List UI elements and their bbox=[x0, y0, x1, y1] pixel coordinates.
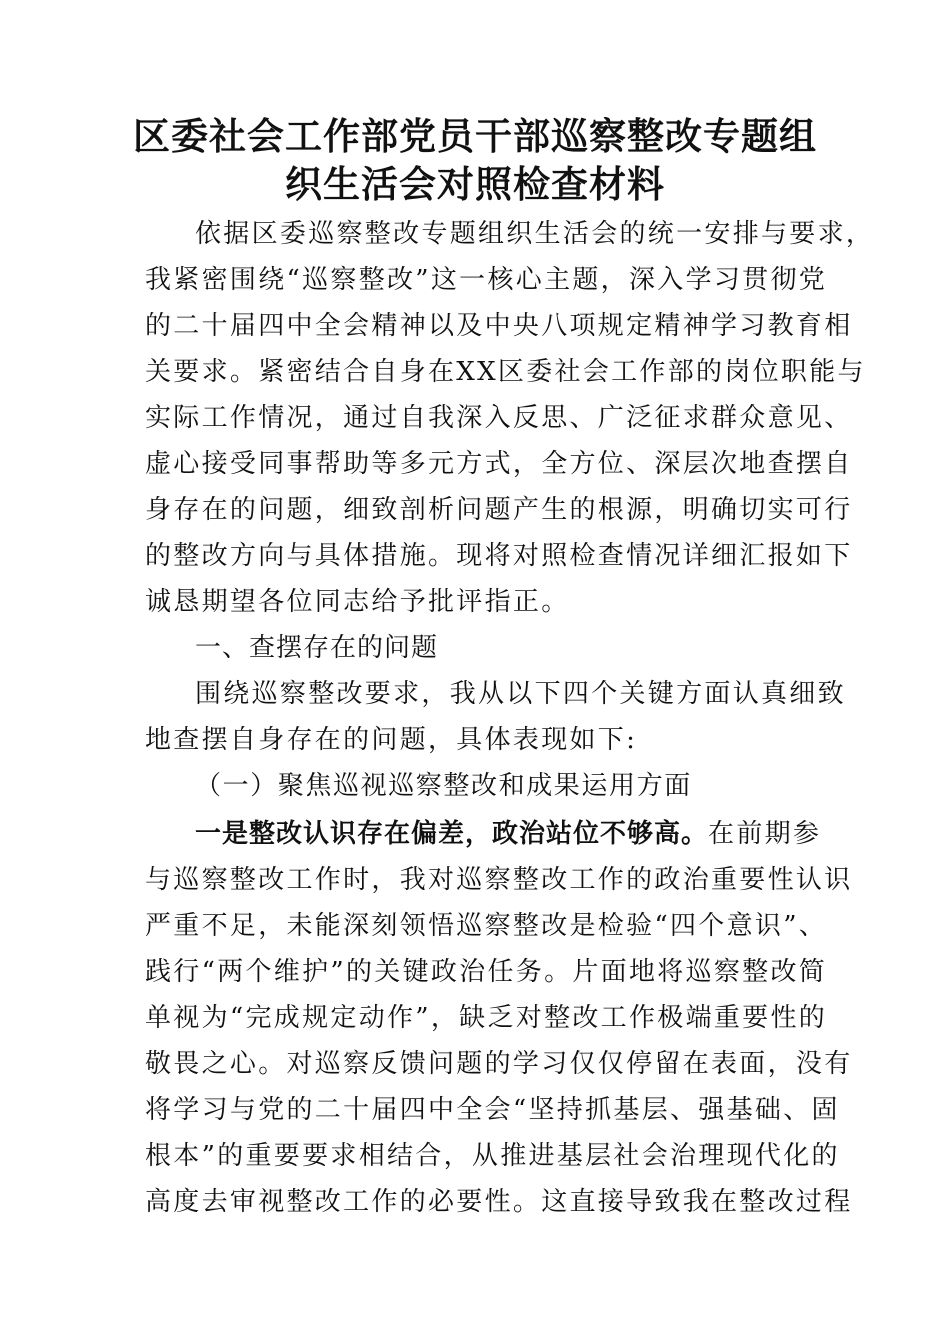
point-lead-rest: 在前期参 bbox=[708, 819, 822, 849]
intro-line: 我紧密围绕“巡察整改”这一核心主题，深入学习贯彻党 bbox=[145, 265, 828, 295]
intro-line: 依据区委巡察整改专题组织生活会的统一安排与要求， bbox=[195, 219, 875, 249]
point-lead: 一是整改认识存在偏差，政治站位不够高。 bbox=[195, 819, 709, 849]
subsection-heading: （一）聚焦巡视巡察整改和成果运用方面 bbox=[195, 771, 692, 801]
section-intro-line: 围绕巡察整改要求，我从以下四个关键方面认真细致 bbox=[195, 679, 846, 709]
point-line: 与巡察整改工作时，我对巡察整改工作的政治重要性认识 bbox=[145, 865, 853, 895]
intro-line: 诚恳期望各位同志给予批评指正。 bbox=[145, 587, 570, 617]
intro-line: 关要求。紧密结合自身在XX区委社会工作部的岗位职能与 bbox=[145, 357, 866, 387]
document-title-line-2: 织生活会对照检查材料 bbox=[285, 162, 665, 206]
intro-line: 身存在的问题，细致剖析问题产生的根源，明确切实可行 bbox=[145, 495, 853, 525]
section-heading: 一、查摆存在的问题 bbox=[195, 633, 439, 663]
point-line: 践行“两个维护”的关键政治任务。片面地将巡察整改简 bbox=[145, 957, 828, 987]
document-title-line-1: 区委社会工作部党员干部巡察整改专题组 bbox=[133, 114, 817, 158]
section-intro-line: 地查摆自身存在的问题，具体表现如下: bbox=[145, 725, 638, 755]
intro-line: 的二十届四中全会精神以及中央八项规定精神学习教育相 bbox=[145, 311, 853, 341]
point-first-line bbox=[195, 818, 821, 850]
intro-line: 的整改方向与具体措施。现将对照检查情况详细汇报如下 bbox=[145, 541, 853, 571]
point-line: 敬畏之心。对巡察反馈问题的学习仅仅停留在表面，没有 bbox=[145, 1049, 853, 1079]
point-line: 根本”的重要要求相结合，从推进基层社会治理现代化的 bbox=[145, 1141, 840, 1171]
point-line: 将学习与党的二十届四中全会“坚持抓基层、强基础、固 bbox=[145, 1095, 840, 1125]
point-line: 单视为“完成规定动作”，缺乏对整改工作极端重要性的 bbox=[145, 1003, 828, 1033]
point-line: 高度去审视整改工作的必要性。这直接导致我在整改过程 bbox=[145, 1187, 853, 1217]
intro-line: 实际工作情况，通过自我深入反思、广泛征求群众意见、 bbox=[145, 403, 853, 433]
point-line: 严重不足，未能深刻领悟巡察整改是检验“四个意识”、 bbox=[145, 911, 828, 941]
intro-line: 虚心接受同事帮助等多元方式，全方位、深层次地查摆自 bbox=[145, 449, 853, 479]
